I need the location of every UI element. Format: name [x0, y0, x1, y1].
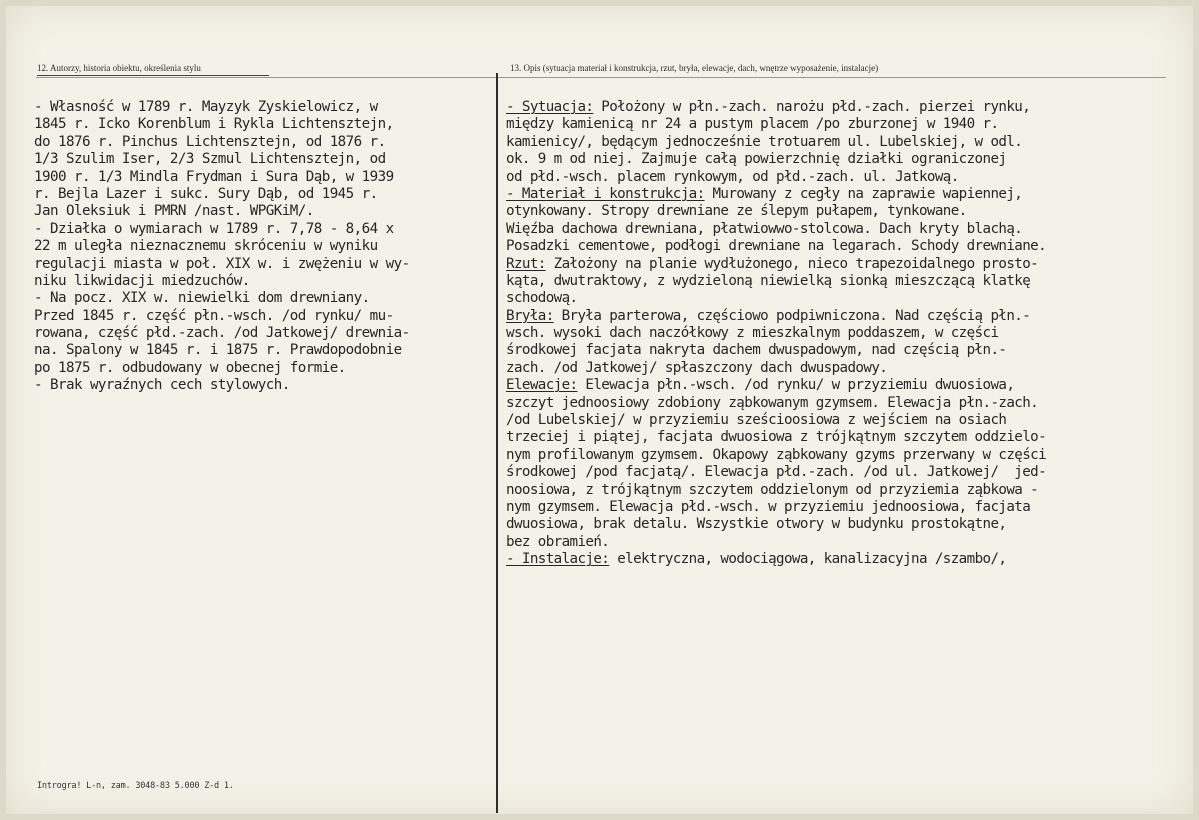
- line-text: środkowej /pod facjatą/. Elewacja płd.-zach. /od ul. Jatkowej/ jed-: [506, 464, 1047, 481]
- history-line: 1900 r. 1/3 Mindla Frydman i Sura Dąb, w 1939: [34, 168, 394, 185]
- history-line: r. Bejla Lazer i sukc. Sury Dąb, od 1945 r.: [34, 185, 378, 202]
- description-line: [506, 256, 1186, 273]
- line-text: noosiowa, z trójkątnym szczytem oddzielonym od przyziemia ząbkowa -: [506, 481, 1039, 498]
- line-text: Murowany z cegły na zaprawie wapiennej,: [704, 185, 1023, 202]
- description-line: [506, 412, 1186, 429]
- history-line: 1/3 Szulim Iser, 2/3 Szmul Lichtensztejn, od: [34, 151, 386, 168]
- description-line: [506, 360, 1186, 377]
- line-text: środkowej facjata nakryta dachem dwuspadowym, nad częścią płn.-: [506, 342, 1007, 359]
- description-line: [506, 482, 1186, 499]
- description-line: [506, 395, 1186, 412]
- history-line: - Brak wyraźnych cech stylowych.: [34, 377, 290, 394]
- section-13-heading: 13. Opis (sytuacja materiał i konstrukcja, rzut, bryła, elewacje, dach, wnętrze wyposażenie, instalacje): [510, 63, 879, 73]
- history-line: Jan Oleksiuk i PMRN /nast. WPGKiM/.: [34, 203, 314, 220]
- section-label: Rzut:: [506, 255, 546, 272]
- history-line: - Na pocz. XIX w. niewielki dom drewniany.: [34, 290, 370, 307]
- heading-underline: [37, 75, 269, 76]
- line-text: nym gzymsem. Elewacja płd.-wsch. w przyziemiu jednoosiowa, facjata: [506, 498, 1031, 515]
- section-label: Bryła:: [506, 307, 554, 324]
- history-line: - Działka o wymiarach w 1789 r. 7,78 - 8,64 x: [34, 220, 394, 237]
- section-12-heading: 12. Autorzy, historia obiektu, określenia stylu: [37, 63, 201, 73]
- line-text: Elewacja płn.-wsch. /od rynku/ w przyziemiu dwuosiowa,: [577, 377, 1015, 394]
- section-label: - Materiał i konstrukcja:: [506, 185, 705, 202]
- section-label: Elewacje:: [506, 377, 578, 394]
- description-line: [506, 116, 1186, 133]
- description-line: [506, 238, 1186, 255]
- line-text: szczyt jednoosiowy zdobiony ząbkowanym gzymsem. Elewacja płn.-zach.: [506, 394, 1039, 411]
- description-line: [506, 273, 1186, 290]
- description-line: [506, 221, 1186, 238]
- description-line: [506, 551, 1186, 568]
- line-text: otynkowany. Stropy drewniane ze ślepym pułapem, tynkowane.: [506, 203, 967, 220]
- description-line: [506, 534, 1186, 551]
- header-divider: [36, 77, 1166, 78]
- description-line: [506, 308, 1186, 325]
- description-line: [506, 429, 1186, 446]
- history-line: 1845 r. Icko Korenblum i Rykla Lichtensztejn,: [34, 116, 394, 133]
- description-line: [506, 203, 1186, 220]
- printer-imprint: Introgra! L-n, zam. 3048-83 5.000 Z-d 1.: [37, 781, 234, 791]
- description-line: [506, 169, 1186, 186]
- description-line: [506, 516, 1186, 533]
- line-text: elektryczna, wodociągowa, kanalizacyjna /szambo/,: [609, 551, 1007, 568]
- section-label: - Instalacje:: [506, 551, 610, 568]
- line-text: /od Lubelskiej/ w przyziemiu sześcioosiowa z wejściem na osiach: [506, 412, 1007, 429]
- description-line: [506, 134, 1186, 151]
- line-text: wsch. wysoki dach naczółkowy z mieszkalnym poddaszem, w części: [506, 325, 999, 342]
- history-line: 22 m uległa nieznacznemu skróceniu w wyniku: [34, 238, 378, 255]
- line-text: zach. /od Jatkowej/ spłaszczony dach dwuspadowy.: [506, 359, 888, 376]
- description-line: [506, 290, 1186, 307]
- history-line: po 1875 r. odbudowany w obecnej formie.: [34, 359, 346, 376]
- history-column: [34, 99, 494, 395]
- history-line: do 1876 r. Pinchus Lichtensztejn, od 1876 r.: [34, 133, 386, 150]
- description-column: [506, 99, 1186, 569]
- line-text: schodową.: [506, 290, 578, 307]
- history-line: regulacji miasta w poł. XIX w. i zwężeniu w wy-: [34, 255, 410, 272]
- description-line: [506, 151, 1186, 168]
- description-line: [506, 99, 1186, 116]
- line-text: kamienicy/, będącym jednocześnie trotuarem ul. Lubelskiej, w odl.: [506, 133, 1023, 150]
- history-line: Przed 1845 r. część płn.-wsch. /od rynku/ mu-: [34, 307, 394, 324]
- history-line: - Własność w 1789 r. Mayzyk Zyskielowicz, w: [34, 99, 378, 115]
- line-text: dwuosiowa, brak detalu. Wszystkie otwory w budynku prostokątne,: [506, 516, 1007, 533]
- description-line: [506, 325, 1186, 342]
- description-line: [506, 342, 1186, 359]
- description-line: [506, 499, 1186, 516]
- line-text: nym profilowanym gzymsem. Okapowy ząbkowany gzyms przerwany w części: [506, 446, 1047, 463]
- description-line: [506, 377, 1186, 394]
- column-divider: [496, 73, 498, 813]
- description-line: [506, 447, 1186, 464]
- section-label: - Sytuacja:: [506, 99, 594, 115]
- description-line: [506, 186, 1186, 203]
- line-text: ok. 9 m od niej. Zajmuje całą powierzchnię działki ograniczonej: [506, 151, 1007, 168]
- line-text: od płd.-wsch. placem rynkowym, od płd.-zach. ul. Jatkową.: [506, 168, 959, 185]
- line-text: trzeciej i piątej, facjata dwuosiowa z trójkątnym szczytem oddzielo-: [506, 429, 1047, 446]
- line-text: Więźba dachowa drewniana, płatwiowwo-stolcowa. Dach kryty blachą.: [506, 220, 1023, 237]
- history-line: niku likwidacji miedzuchów.: [34, 272, 250, 289]
- line-text: Założony na planie wydłużonego, nieco trapezoidalnego prosto-: [545, 255, 1039, 272]
- history-line: rowana, część płd.-zach. /od Jatkowej/ drewnia-: [34, 325, 410, 342]
- history-line: na. Spalony w 1845 r. i 1875 r. Prawdopodobnie: [34, 342, 402, 359]
- line-text: Położony w płn.-zach. narożu płd.-zach. pierzei rynku,: [593, 99, 1031, 115]
- line-text: kąta, dwutraktowy, z wydzieloną niewielką sionką mieszczącą klatkę: [506, 272, 1031, 289]
- line-text: między kamienicą nr 24 a pustym placem /po zburzonej w 1940 r.: [506, 116, 999, 133]
- line-text: Posadzki cementowe, podłogi drewniane na legarach. Schody drewniane.: [506, 238, 1047, 255]
- line-text: Bryła parterowa, częściowo podpiwniczona. Nad częścią płn.-: [553, 307, 1031, 324]
- line-text: bez obramień.: [506, 533, 610, 550]
- description-line: [506, 464, 1186, 481]
